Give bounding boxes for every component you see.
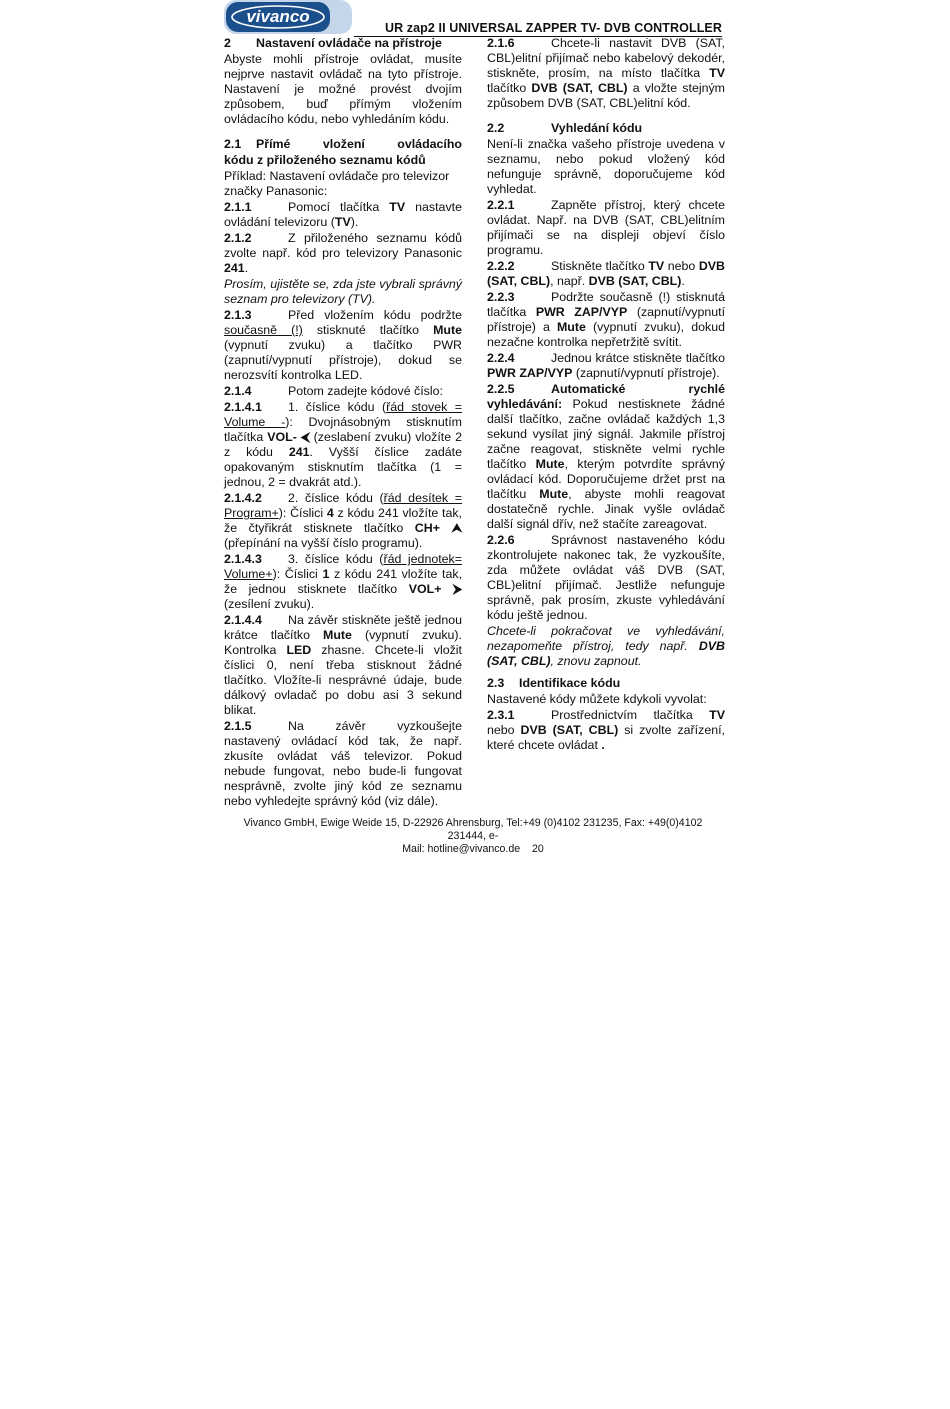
section-2-heading: 2 Nastavení ovládače na přístroje	[224, 36, 442, 50]
right-column	[487, 36, 725, 754]
page-number: 20	[531, 843, 544, 855]
paragraph-2-1-4-1: 2.1.4.1 1. číslice kódu (řád stovek = Volume -): Dvojnásobným stisknutím tlačítka VOL- ⮜ (zeslabení zvuku) vložíte 2 z kódu 241. Vyšší číslice zadáte opakovaným stisknutím tlačítka (1 = jednou, 2 = dvakrát atd.).	[224, 400, 463, 489]
paragraph-2-1-2-note: Prosím, ujistěte se, zda jste vybrali správný seznam pro televizory (TV).	[224, 277, 462, 306]
paragraph-2-2-6-note: Chcete-li pokračovat ve vyhledávání, nezapomeňte přístroj, tedy např. DVB (SAT, CBL), znovu zapnout.	[487, 624, 725, 668]
paragraph-2-1-4-2: 2.1.4.2 2. číslice kódu (řád desítek = Program+): Číslici 4 z kódu 241 vložíte tak, že čtyřikrát stisknete tlačítko CH+ ⮝ (přepínání na vyšší číslo programu).	[224, 491, 463, 550]
section-2-3-heading: 2.3 Identifikace kódu	[487, 676, 621, 690]
paragraph-2-2-3: 2.2.3 Podržte současně (!) stisknutá tlačítka PWR ZAP/VYP (zapnutí/vypnutí přístroje) a Mute (vypnutí zvuku), dokud nezačne kontrolka nepřetržitě svítit.	[487, 290, 726, 349]
paragraph-2-1-2: 2.1.2 Z přiloženého seznamu kódů zvolte např. kód pro televizory Panasonic 241.	[224, 231, 462, 275]
section-2-1-heading: 2.1 Přímé vložení ovládacího	[224, 137, 462, 151]
left-column	[224, 36, 462, 810]
paragraph-2-1-4-3: 2.1.4.3 3. číslice kódu (řád jednotek= Volume+): Číslici 1 z kódu 241 vložíte tak, že jednou stisknete tlačítko VOL+ ⮞ (zesílení zvuku).	[224, 552, 463, 611]
paragraph-2-2-1: 2.2.1 Zapněte přístroj, který chcete ovládat. Např. na DVB (SAT, CBL)elitním přijímači se na displeji objeví číslo programu.	[487, 198, 725, 257]
paragraph-2-1-6: 2.1.6 Chcete-li nastavit DVB (SAT, CBL)elitní přijímač nebo kabelový dekodér, stiskněte, prosím, na místo tlačítka TV tlačítko DVB (SAT, CBL) a vložte stejným způsobem DVB (SAT, CBL)elitní kód.	[487, 36, 725, 110]
page-header-title: UR zap2 II UNIVERSAL ZAPPER TV- DVB CONTROLLER	[354, 21, 722, 37]
section-2-3-body: Nastavené kódy můžete kdykoli vyvolat:	[487, 692, 707, 706]
paragraph-2-3-1: 2.3.1 Prostřednictvím tlačítka TV nebo DVB (SAT, CBL) si zvolte zařízení, které chcete ovládat .	[487, 708, 725, 752]
paragraph-2-1-3: 2.1.3 Před vložením kódu podržte současně (!) stisknuté tlačítko Mute (vypnutí zvuku) a tlačítko PWR (zapnutí/vypnutí přístroje), dokud se nerozsvítí kontrolka LED.	[224, 308, 462, 382]
section-2-1-heading-cont: kódu z přiloženého seznamu kódů	[224, 153, 426, 167]
section-2-2-heading: 2.2 Vyhledání kódu	[487, 121, 643, 135]
footer-mail-line	[224, 843, 722, 856]
footer-address: Vivanco GmbH, Ewige Weide 15, D-22926 Ahrensburg, Tel:+49 (0)4102 231235, Fax: +49(0)4102 231444, e-	[243, 817, 703, 842]
paragraph-2-2-5: 2.2.5 Automatické rychlé vyhledávání: Pokud nestisknete žádné další tlačítko, začne ovládač každých 1,3 sekund vysílat jiný signál. Jakmile přístroj začne reagovat, stiskněte velmi rychle tlačítko Mute, kterým potvrdíte správný ovládací kód. Doporučujeme držet prst na tlačítku Mute, abyste mohli reagovat dostatečně rychle. Jinak vyšle ovládač další signál dřív, než stačíte zareagovat.	[487, 382, 725, 531]
paragraph-2-1-4-4: 2.1.4.4 Na závěr stiskněte ještě jednou krátce tlačítko Mute (vypnutí zvuku). Kontrolka LED zhasne. Chcete-li vložit číslici 0, není třeba stisknout žádné tlačítko. Vložíte-li nesprávné údaje, bude dálkový ovladač po dobu asi 3 sekund blikat.	[224, 613, 462, 717]
paragraph-2-1-5: 2.1.5 Na závěr vyzkoušejte nastavený ovládací kód tak, že např. zkusíte ovládat váš televizor. Pokud nebude fungovat, nebo bude-li fungovat nesprávně, zvolte jiný kód ze seznamu nebo vyhledejte správný kód (viz dále).	[224, 719, 462, 808]
vivanco-logo	[224, 0, 352, 34]
paragraph-2-2-2: 2.2.2 Stiskněte tlačítko TV nebo DVB (SAT, CBL), např. DVB (SAT, CBL).	[487, 259, 726, 288]
footer-mail: Mail: hotline@vivanco.de	[402, 843, 521, 855]
section-2-body: Abyste mohli přístroje ovládat, musíte nejprve nastavit ovládač na tyto přístroje. Nastavení je možné provést dvojím způsobem, buď přímým vložením ovládacího kódu, nebo vyhledáním kódu.	[224, 52, 462, 126]
paragraph-2-1-4: 2.1.4 Potom zadejte kódové číslo:	[224, 384, 443, 398]
paragraph-2-1-1: 2.1.1 Pomocí tlačítka TV nastavte ovládání televizoru (TV).	[224, 200, 462, 229]
section-2-1-body: Příklad: Nastavení ovládače pro televizor značky Panasonic:	[224, 169, 450, 198]
paragraph-2-2-6: 2.2.6 Správnost nastaveného kódu zkontrolujete nakonec tak, že vyzkoušíte, zda můžete ovládat váš DVB (SAT, CBL)elitní přijímač. Jestliže nefunguje správně, pak prosím, zkuste vyhledávání kódu ještě jednou.	[487, 533, 725, 622]
logo-text: vivanco	[246, 7, 310, 26]
section-2-2-body: Není-li značka vašeho přístroje uvedena v seznamu, nebo pokud vložený kód nefunguje správně, doporučujeme kód vyhledat.	[487, 137, 725, 196]
paragraph-2-2-4: 2.2.4 Jednou krátce stiskněte tlačítko PWR ZAP/VYP (zapnutí/vypnutí přístroje).	[487, 351, 725, 380]
page-footer	[224, 817, 722, 856]
